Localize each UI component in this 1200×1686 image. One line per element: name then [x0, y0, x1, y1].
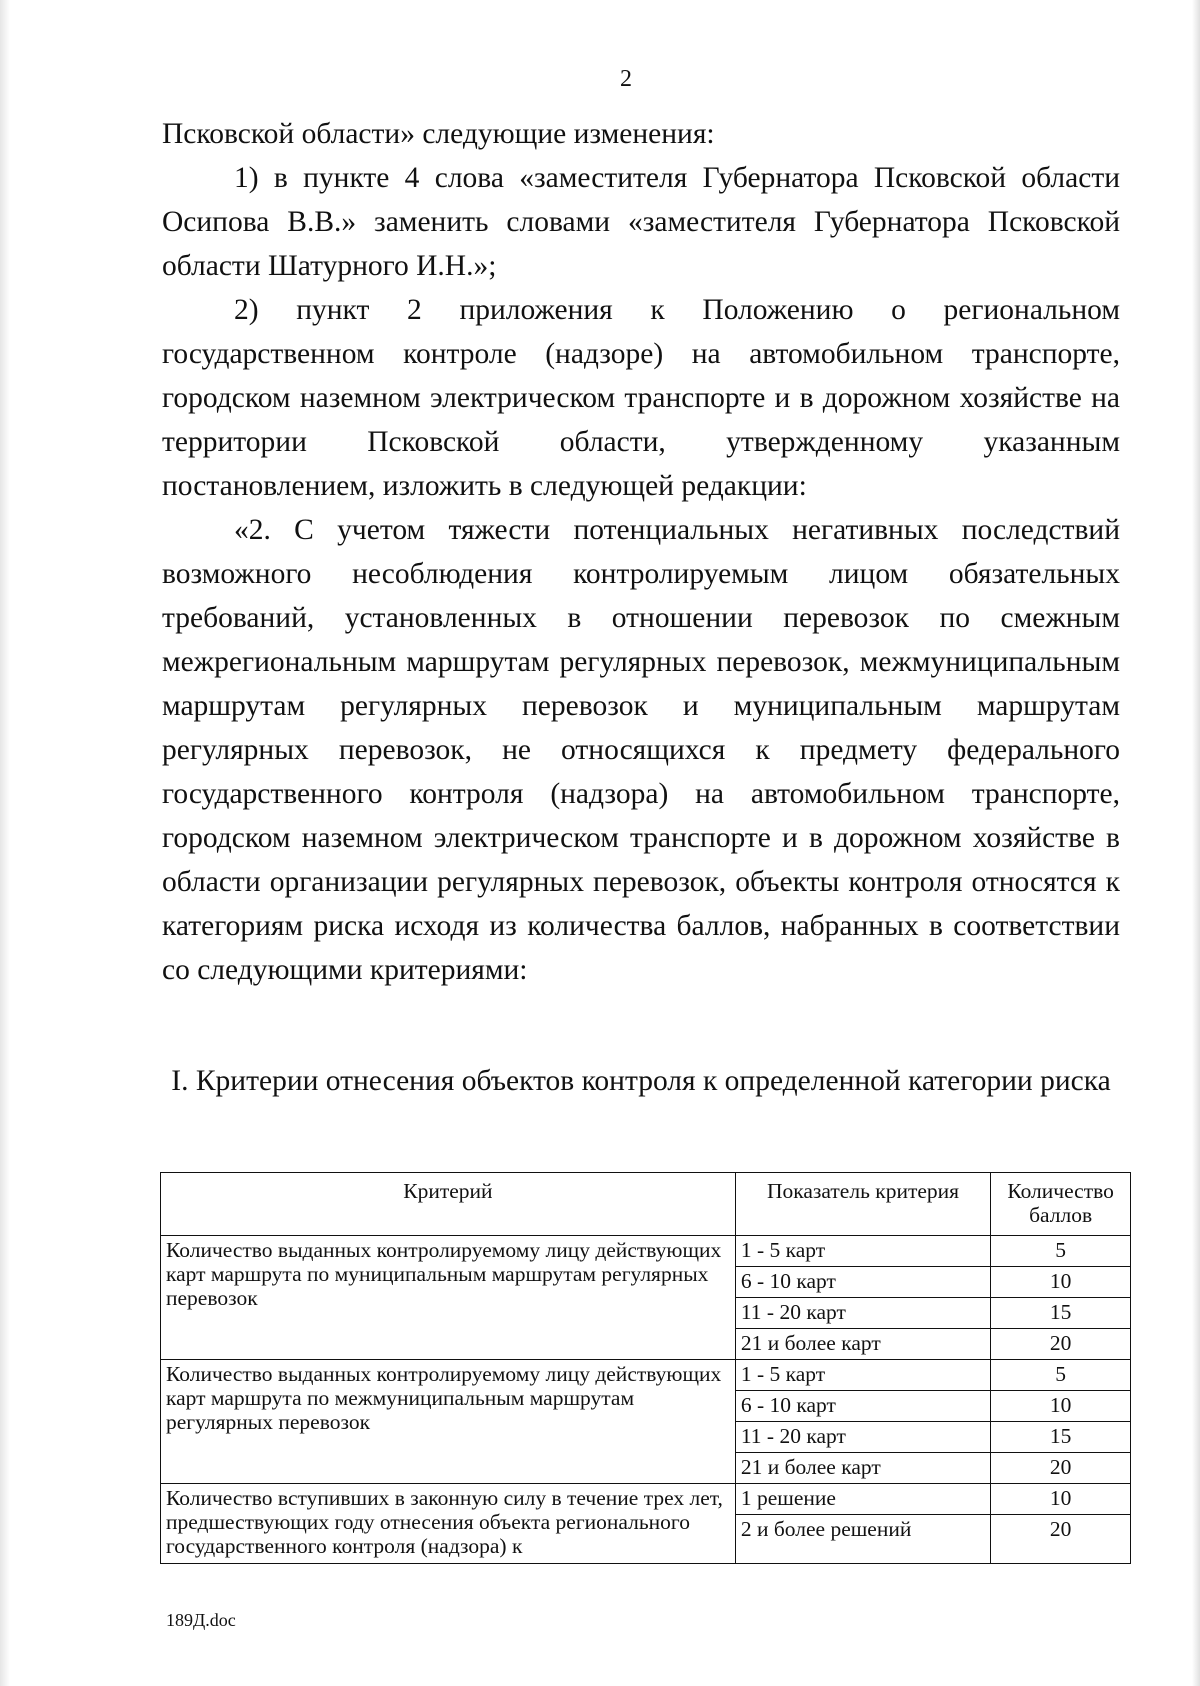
table-header-row — [161, 1173, 1131, 1236]
indicator-cell: 11 - 20 карт — [735, 1298, 990, 1329]
table-row — [161, 1236, 1131, 1267]
scan-edge-right — [1192, 0, 1200, 1686]
paragraph-item-2: 2) пункт 2 приложения к Положению о региональном государственном контроле (надзоре) на автомобильном транспорте, городском наземном электрическом транспорте и в дорожном хозяйстве на территории Псковской области, утвержденному указанным постановлением, изложить в следующей редакции: — [162, 294, 1120, 502]
criterion-cell: Количество выданных контролируемому лицу действующих карт маршрута по муниципальным маршрутам регулярных перевозок — [161, 1236, 736, 1360]
section-heading: I. Критерии отнесения объектов контроля к определенной категории риска — [171, 1065, 1111, 1097]
indicator-cell: 21 и более карт — [735, 1453, 990, 1484]
points-cell: 5 — [991, 1360, 1131, 1391]
paragraph-quoted-clause: «2. С учетом тяжести потенциальных негативных последствий возможного несоблюдения контролируемым лицом обязательных требований, установленных в отношении перевозок по смежным межрегиональным маршрутам регулярных перевозок, межмуниципальным маршрутам регулярных перевозок и муниципальным маршрутам регулярных перевозок, не относящихся к предмету федерального государственного контроля (надзора) на автомобильном транспорте, городском наземном электрическом транспорте и в дорожном хозяйстве в области организации регулярных перевозок, объекты контроля относятся к категориям риска исходя из количества баллов, набранных в соответствии со следующими критериями: — [162, 514, 1120, 986]
points-cell: 5 — [991, 1236, 1131, 1267]
points-cell: 20 — [991, 1453, 1131, 1484]
criterion-cell: Количество вступивших в законную силу в течение трех лет, предшествующих году отнесения объекта регионального государственного контроля (надзора) к — [161, 1484, 736, 1564]
points-cell: 15 — [991, 1298, 1131, 1329]
table-row — [161, 1360, 1131, 1391]
header-points: Количество баллов — [991, 1173, 1131, 1236]
document-body — [162, 112, 1120, 992]
table-row — [161, 1484, 1131, 1515]
indicator-cell: 1 - 5 карт — [735, 1360, 990, 1391]
points-cell: 10 — [991, 1391, 1131, 1422]
indicator-cell: 6 - 10 карт — [735, 1267, 990, 1298]
paragraph-item-1: 1) в пункте 4 слова «заместителя Губернатора Псковской области Осипова В.В.» заменить словами «заместителя Губернатора Псковской области Шатурного И.Н.»; — [162, 162, 1120, 282]
header-indicator: Показатель критерия — [735, 1173, 990, 1236]
footer-filename: 189Д.doc — [166, 1610, 236, 1630]
points-cell: 20 — [991, 1515, 1131, 1564]
scan-edge-left — [0, 0, 10, 1686]
criteria-table — [160, 1172, 1131, 1564]
indicator-cell: 11 - 20 карт — [735, 1422, 990, 1453]
points-cell: 15 — [991, 1422, 1131, 1453]
page-number: 2 — [620, 66, 632, 92]
header-criterion: Критерий — [161, 1173, 736, 1236]
indicator-cell: 2 и более решений — [735, 1515, 990, 1564]
indicator-cell: 1 - 5 карт — [735, 1236, 990, 1267]
indicator-cell: 21 и более карт — [735, 1329, 990, 1360]
points-cell: 10 — [991, 1484, 1131, 1515]
points-cell: 10 — [991, 1267, 1131, 1298]
criterion-cell: Количество выданных контролируемому лицу действующих карт маршрута по межмуниципальным маршрутам регулярных перевозок — [161, 1360, 736, 1484]
indicator-cell: 6 - 10 карт — [735, 1391, 990, 1422]
paragraph-continuation: Псковской области» следующие изменения: — [162, 118, 715, 150]
points-cell: 20 — [991, 1329, 1131, 1360]
indicator-cell: 1 решение — [735, 1484, 990, 1515]
